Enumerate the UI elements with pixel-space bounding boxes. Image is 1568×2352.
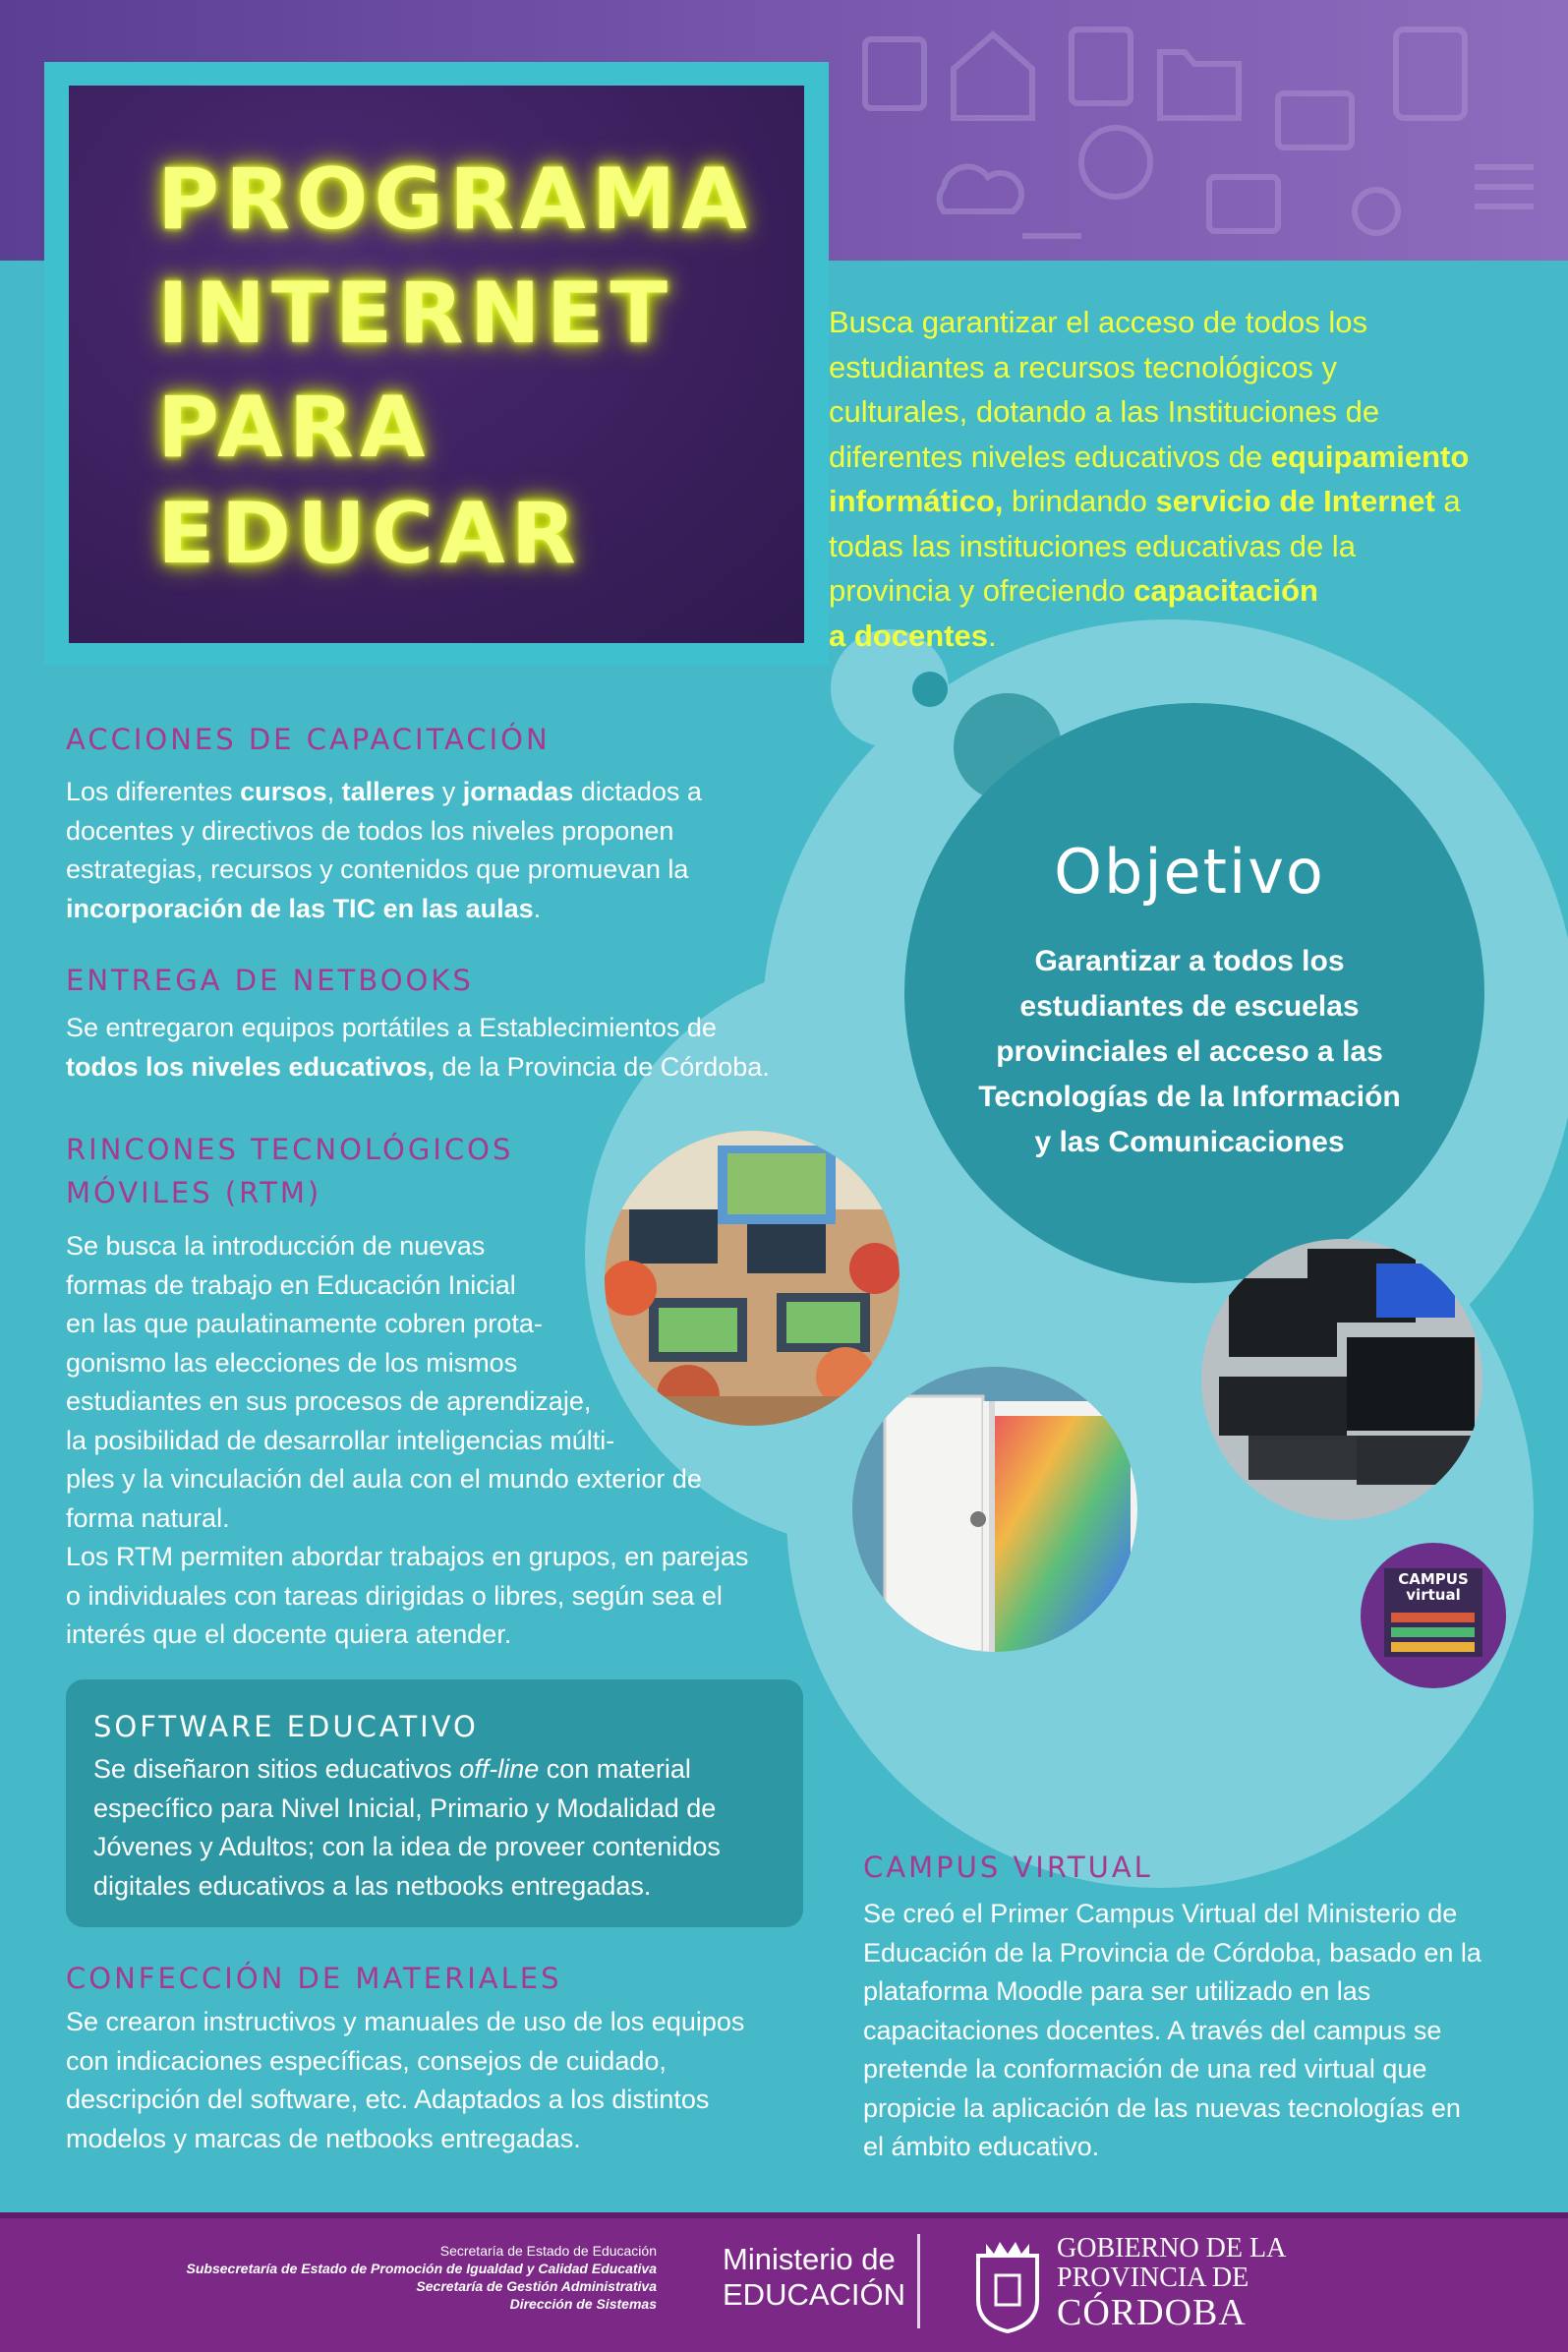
bold: talleres bbox=[341, 777, 436, 806]
intro-line: todas las instituciones educativas de la bbox=[829, 528, 1356, 563]
intro-bold: equipamiento bbox=[1270, 439, 1470, 474]
body-line: Se crearon instructivos y manuales de uso de los equipos bbox=[66, 2007, 745, 2036]
ministerio-line: EDUCACIÓN bbox=[723, 2277, 906, 2312]
text: dictados a bbox=[573, 777, 702, 806]
objetivo-line: provinciales el acceso a las bbox=[996, 1035, 1383, 1068]
footer-border bbox=[0, 2212, 1568, 2218]
title-line-4: EDUCAR bbox=[157, 485, 582, 583]
campus-heading: CAMPUS VIRTUAL bbox=[863, 1851, 1153, 1884]
netbooks-heading: ENTREGA DE NETBOOKS bbox=[66, 964, 474, 997]
campus-logo-line: virtual bbox=[1406, 1586, 1461, 1604]
bold: jornadas bbox=[462, 777, 574, 806]
title-line-1: PROGRAMA bbox=[157, 150, 753, 249]
intro-text: brindando bbox=[1003, 484, 1156, 518]
door-photo bbox=[850, 1365, 1145, 1657]
gobierno-line: GOBIERNO DE LA bbox=[1057, 2233, 1287, 2264]
software-heading: SOFTWARE EDUCATIVO bbox=[93, 1710, 479, 1743]
text: con material bbox=[539, 1754, 691, 1784]
body-line: el ámbito educativo. bbox=[863, 2132, 1100, 2161]
body-line: en las que paulatinamente cobren prota- bbox=[66, 1309, 543, 1338]
body-line: descripción del software, etc. Adaptados a los distintos bbox=[66, 2085, 710, 2114]
body-line: modelos y marcas de netbooks entregadas. bbox=[66, 2123, 581, 2153]
body-line: estudiantes en sus procesos de aprendizaje, bbox=[66, 1386, 592, 1416]
materiales-body bbox=[66, 2003, 744, 2158]
text: y bbox=[435, 777, 463, 806]
footer-secretaria: Secretaría de Estado de Educación bbox=[439, 2243, 657, 2259]
intro-bold: informático, bbox=[829, 484, 1004, 518]
body-line: estrategias, recursos y contenidos que promuevan la bbox=[66, 854, 689, 884]
body-line: ples y la vinculación del aula con el mundo exterior de bbox=[66, 1464, 702, 1494]
body-line: formas de trabajo en Educación Inicial bbox=[66, 1269, 516, 1300]
body-line: Los RTM permiten abordar trabajos en grupos, en parejas bbox=[66, 1542, 749, 1571]
rtm-body bbox=[66, 1227, 748, 1655]
body-line: Se entregaron equipos portátiles a Establecimientos de bbox=[66, 1013, 717, 1042]
text: de la Provincia de Córdoba. bbox=[435, 1051, 770, 1082]
footer-divider bbox=[917, 2234, 920, 2328]
text: Los diferentes bbox=[66, 777, 241, 806]
objetivo-line: Tecnologías de la Información bbox=[978, 1081, 1401, 1113]
software-body bbox=[93, 1750, 721, 1906]
footer-gestion: Secretaría de Gestión Administrativa bbox=[416, 2278, 657, 2294]
body-line: plataforma Moodle para ser utilizado en las bbox=[863, 1976, 1371, 2006]
objetivo-text bbox=[934, 939, 1445, 1165]
intro-text: . bbox=[987, 617, 997, 653]
intro-bold: capacitación bbox=[1133, 573, 1318, 608]
title-line-2: INTERNET bbox=[157, 265, 673, 363]
body-line: o individuales con tareas dirigidas o libres, según sea el bbox=[66, 1580, 723, 1611]
intro-bold: a docentes bbox=[829, 617, 988, 653]
body-line: digitales educativos a las netbooks entregadas. bbox=[93, 1870, 652, 1901]
materiales-heading: CONFECCIÓN DE MATERIALES bbox=[66, 1962, 562, 1995]
body-line: con indicaciones específicas, consejos de cuidado, bbox=[66, 2045, 667, 2076]
objetivo-line: estudiantes de escuelas bbox=[1019, 990, 1360, 1023]
bold: todos los niveles educativos, bbox=[66, 1051, 436, 1082]
intro-line: culturales, dotando a las Instituciones de bbox=[829, 394, 1380, 429]
intro-text: diferentes niveles educativos de bbox=[829, 439, 1271, 474]
title-line-3: PARA bbox=[157, 379, 432, 477]
body-line: capacitaciones docentes. A través del campus se bbox=[863, 2015, 1442, 2045]
gobierno-logo-text bbox=[1057, 2234, 1286, 2332]
intro-line: estudiantes a recursos tecnológicos y bbox=[829, 349, 1337, 384]
netbooks-photo bbox=[1199, 1237, 1484, 1522]
intro-text: a bbox=[1434, 484, 1461, 518]
intro-text: provincia y ofreciendo bbox=[829, 573, 1134, 608]
campus-logo-line: CAMPUS bbox=[1398, 1570, 1469, 1588]
footer-direccion: Dirección de Sistemas bbox=[509, 2296, 657, 2312]
campus-body bbox=[863, 1895, 1481, 2167]
italic: off-line bbox=[459, 1754, 540, 1784]
body-line bbox=[93, 1750, 721, 1790]
text: . bbox=[533, 893, 542, 923]
campus-logo-text bbox=[1395, 1571, 1472, 1603]
objetivo-line: Garantizar a todos los bbox=[1034, 945, 1345, 977]
bold: cursos bbox=[240, 777, 327, 806]
ministerio-line: Ministerio de bbox=[723, 2242, 896, 2276]
body-line: la posibilidad de desarrollar inteligencias múlti- bbox=[66, 1425, 615, 1455]
bold: incorporación de las TIC en las aulas bbox=[66, 893, 534, 923]
body-line: Se busca la introducción de nuevas bbox=[66, 1231, 486, 1261]
body-line: propicie la aplicación de las nuevas tecnologías en bbox=[863, 2092, 1461, 2123]
intro-line: Busca garantizar el acceso de todos los bbox=[829, 305, 1367, 339]
body-line: forma natural. bbox=[66, 1502, 230, 1533]
gobierno-line: PROVINCIA DE bbox=[1057, 2263, 1249, 2293]
objetivo-title: Objetivo bbox=[1054, 836, 1325, 908]
body-line: gonismo las elecciones de los mismos bbox=[66, 1347, 518, 1378]
body-line: pretende la conformación de una red virtual que bbox=[863, 2054, 1427, 2084]
text: , bbox=[326, 777, 342, 806]
body-line: docentes y directivos de todos los niveles proponen bbox=[66, 815, 674, 846]
capacitacion-heading: ACCIONES DE CAPACITACIÓN bbox=[66, 723, 551, 756]
objetivo-line: y las Comunicaciones bbox=[1034, 1126, 1345, 1158]
rtm-heading-line-1: RINCONES TECNOLÓGICOS bbox=[66, 1133, 514, 1166]
ministerio-logo bbox=[723, 2242, 905, 2313]
coat-of-arms-icon bbox=[968, 2236, 1047, 2334]
rtm-heading-line-2: MÓVILES (RTM) bbox=[66, 1176, 322, 1209]
text: Se diseñaron sitios educativos bbox=[93, 1754, 460, 1784]
body-line: Jóvenes y Adultos; con la idea de proveer contenidos bbox=[93, 1832, 721, 1861]
gobierno-line: CÓRDOBA bbox=[1057, 2292, 1247, 2333]
body-line: Se creó el Primer Campus Virtual del Ministerio de bbox=[863, 1899, 1458, 1928]
body-line: específico para Nivel Inicial, Primario y Modalidad de bbox=[93, 1793, 717, 1823]
body-line: interés que el docente quiera atender. bbox=[66, 1619, 512, 1649]
intro-bold: servicio de Internet bbox=[1155, 484, 1435, 518]
campus-logo-bars bbox=[1391, 1613, 1475, 1652]
body-line: Educación de la Provincia de Córdoba, basado en la bbox=[863, 1937, 1481, 1968]
footer-subsecretaria: Subsecretaría de Estado de Promoción de Igualdad y Calidad Educativa bbox=[186, 2261, 657, 2276]
